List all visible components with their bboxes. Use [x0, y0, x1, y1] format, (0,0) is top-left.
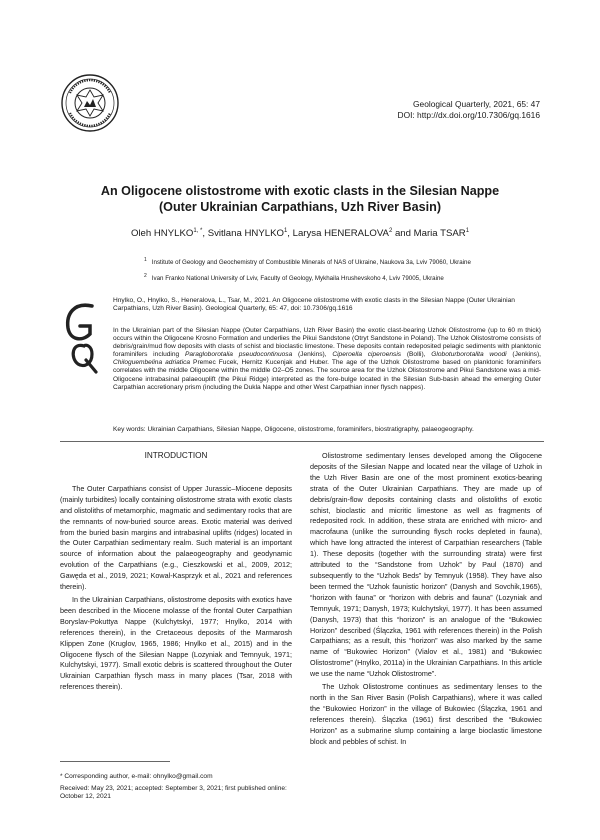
- citation-block: Hnylko, O., Hnylko, S., Heneralova, L., Tsar, M., 2021. An Oligocene olistostrome with exotic clasts in the Silesian Nappe (Outer Ukrainian Carpathians, Uzh River Basin). Geological Quarterly, 65: 47, doi: 10.7306/gq.1616: [113, 297, 515, 313]
- author-name: Svitlana HNYLKO: [207, 228, 284, 240]
- body-paragraph: The Outer Carpathians consist of Upper Jurassic–Miocene deposits (mainly turbidites) locally containing olistostrome strata with exotic clasts and olistoliths of metamorphic, magmatic and sedimentary rocks that are the remnants of now-buried source areas. Exotic material was derived from the buried basin margins and intrabasinal uplifts (ridges) located in the Outer Carpathian sedimentary realm. Such material is an important source of information about the palaeogeography and geodynamic evolution of the Carpathians (e.g., Cieszkowski et al., 2009, 2012; Gawęda et al., 2019, 2021; Kowal-Kasprzyk et al., 2021 and references therein).: [60, 483, 292, 592]
- body-paragraph: Olistostrome sedimentary lenses developed among the Oligocene deposits of the Silesian Nappe and located near the village of Uzhok in the Uzh River Basin are one of the most prominent exotics-bearing strata of the Outer Ukrainian Carpathians. They are made up of debris/grain-flow deposits containing clasts and olistoliths of exotic schist, bioclastic and micritic limestone as well as fragments of redeposited rock. In addition, these strata are enriched with micro- and macrofauna (unlike the surrounding flysch rocks depleted in fauna), which have long attracted the interest of Carpathian researchers (Table 1). These deposits (together with the surrounding strata) were first attributed to the “Sandstone from Uzhok” by Paul (1870) and subsequently to the “Uzhok Beds” by Temnyuk (1958). They have also been termed the “Uzhok faunistic horizon” (Danysh and Sovchik,1965), “horizon with fauna” or “horizon with debris and fauna” (Lozyniak and Temnyuk, 1971; Danysh, 1973; Kulchytskyi, 1977). It has been assumed (Danysh, 1973) that this “horizon” is an analogue of the “Bukowiec Horizon” described (Ślączka, 1961 with references therein) in the Polish Carpathians; as a result, this “horizon” was also marked by the same name of “Bukowiec Horizon” (Vialov et al., 1981) and “Bukowiec Olistostrome” (Hnylko, 2011a) in the Ukrainian Carpathians. In this article we use the name “Uzhok Olistostrome”.: [310, 451, 542, 679]
- body-paragraph: In the Ukrainian Carpathians, olistostrome deposits with exotics have been described in the Miocene molasse of the frontal Outer Carpathian Boryslav-Pokuttya Nappe (Kulchytskyi, 1977; Hnylko, 2014 with references therein), in the Cretaceous deposits of the Marmarosh Klippen Zone (Kruglov, 1965, 1986; Hnylko et al., 2015) and in the Oligocene flysch of the Silesian Nappe (Lozyniak and Temnyuk, 1971; Kulchytskyi, 1977). Small exotic debris is scattered throughout the Outer Ukrainian Carpathian flysch mass in many places (Tsar, 2018 with references therein).: [60, 594, 292, 692]
- abstract: [113, 327, 541, 392]
- right-column: [310, 451, 542, 749]
- gq-monogram-logo: [62, 300, 104, 374]
- keywords-text: Ukrainian Carpathians, Silesian Nappe, Oligocene, olistostrome, foraminifers, biostratigraphy, palaeogeography.: [145, 426, 474, 433]
- author-name: Oleh HNYLKO: [130, 228, 194, 240]
- author-affiliation-mark: 1: [465, 228, 470, 234]
- affiliation-text: Institute of Geology and Geochemistry of Combustible Minerals of NAS of Ukraine, Naukova 3a, Lviv 79060, Ukraine: [151, 259, 471, 267]
- corresponding-author: * Corresponding author, e-mail: ohnylko@gmail.com: [60, 773, 213, 780]
- title-line-1: An Oligocene olistostrome with exotic clasts in the Silesian Nappe: [100, 184, 500, 198]
- header-divider: [60, 441, 544, 442]
- article-title: [60, 183, 540, 215]
- section-heading: INTRODUCTION: [144, 451, 208, 460]
- species-name: Chiloguembelina adriatica: [113, 359, 191, 367]
- journal-logo: [60, 73, 120, 133]
- affiliation-number: 1: [144, 257, 147, 263]
- journal-citation-line: Geological Quarterly, 2021, 65: 47: [413, 99, 540, 109]
- author-name: Maria TSAR: [413, 228, 466, 240]
- author-affiliation-mark: 2: [388, 228, 393, 234]
- author-name: Larysa HENERALOVA: [292, 228, 389, 240]
- author-affiliation-mark: 1: [283, 228, 288, 234]
- journal-header: [398, 99, 540, 121]
- received-dates: Received: May 23, 2021; accepted: September 3, 2021; first published online: October 12, 2021: [60, 785, 287, 801]
- species-name: Globoturborotalita woodi: [431, 351, 507, 359]
- footnote: [60, 773, 292, 802]
- affiliation-number: 2: [144, 273, 147, 279]
- author-list: Oleh $HNYLKO^{1, *}$, Svitlana HNYLKO$^1$, Larysa HENERALOVA$^2$ and Maria TSAR$^1$: [130, 228, 470, 240]
- keywords-label: Key words:: [113, 426, 146, 433]
- title-line-2: (Outer Ukrainian Carpathians, Uzh River Basin): [158, 200, 442, 214]
- affiliation-text: Ivan Franko National University of Lviv, Faculty of Geology, Mykhaila Hrushevskoho 4, Lviv 79005, Ukraine: [151, 275, 444, 283]
- affiliation: [144, 256, 544, 267]
- affiliation: [144, 272, 544, 283]
- left-column: [60, 451, 292, 695]
- abstract-text: (Jenkins),: [292, 351, 333, 359]
- abstract-text: Premec Fucek, Hernitz Kucenjak and Huber. The age of the Uzhok Olistostrome based on planktonic foraminifers correlates with the middle Oligocene within the middle O2–O5 zones. The source area for the Uzhok Olistostrome and Pikui Sandstone was a mid-Oligocene intrabasinal palaeouplift (the Pikui Ridge) interpreted as the fore-bulge located in the Silesian Sub-basin ahead the emerging Outer Carpathian accretionary prism (including the Dukla Nappe and other West Carpathian inner flysch nappes).: [113, 359, 542, 391]
- abstract-text: In the Ukrainian part of the Silesian Nappe (Outer Carpathians, Uzh River Basin) the exotic clast-bearing Uzhok Olistostrome (up to 60 m thick) occurs within the Oligocene Krosno Formation and underlies the Pikui Sandstone (Otryt Sandstone in Poland). The Uzhok Olistostrome consists of debris/grain/mud flow deposits with clasts of schist and bioclastic limestone. These deposits contain redeposited pelagic sediments with planktonic foraminifers including: [113, 327, 541, 359]
- abstract-text: (Bolli),: [401, 351, 432, 359]
- species-name: Ciperoella ciperoensis: [332, 351, 402, 359]
- body-paragraph: The Uzhok Olistostrome continues as sedimentary lenses to the north in the San River Basin (Polish Carpathians), where it was called the “Bukowiec Horizon” in the village of Bukowiec (Ślączka, 1961 and references therein). Ślączka (1961) first described the “Bukowiec Horizon” as a submarine slump containing a large bioclastic limestone block and pebbles of schist. In: [310, 682, 542, 746]
- keywords: [113, 426, 541, 433]
- abstract-text: (Jenkins),: [506, 351, 541, 359]
- doi-line: DOI: http://dx.doi.org/10.7306/gq.1616: [397, 110, 540, 120]
- species-name: Paragloborotalia pseudocontinuosa: [184, 351, 293, 359]
- author-affiliation-mark: 1, *: [193, 228, 203, 234]
- footnote-divider: [60, 761, 170, 762]
